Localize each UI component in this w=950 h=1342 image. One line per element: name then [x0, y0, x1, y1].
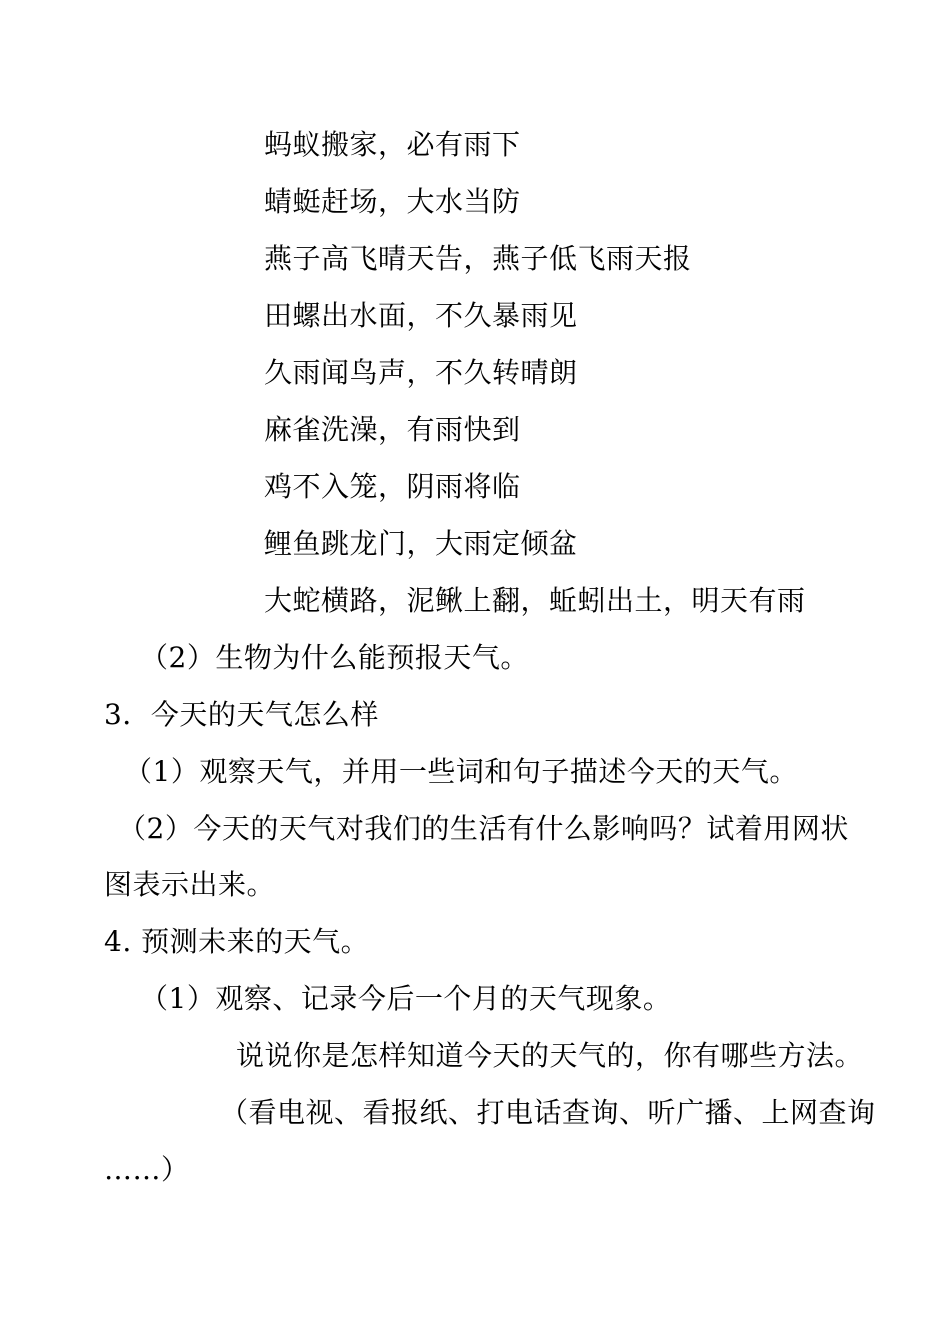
section-4-prompt: 说说你是怎样知道今天的天气的，你有哪些方法。	[236, 1039, 864, 1072]
proverb-line: 燕子高飞晴天告，燕子低飞雨天报	[264, 242, 692, 275]
question-why-organisms-predict-weather: （2）生物为什么能预报天气。	[140, 641, 529, 674]
proverb-line: 麻雀洗澡，有雨快到	[264, 413, 521, 446]
proverb-line: 鸡不入笼，阴雨将临	[264, 470, 521, 503]
section-3-question-2: （2）今天的天气对我们的生活有什么影响吗？试着用网状	[118, 812, 849, 845]
section-4-methods-continued: ……）	[104, 1153, 190, 1186]
proverb-line: 蚂蚁搬家，必有雨下	[264, 128, 521, 161]
proverb-line: 蜻蜓赶场，大水当防	[264, 185, 521, 218]
proverb-line: 鲤鱼跳龙门，大雨定倾盆	[264, 527, 578, 560]
proverb-line: 田螺出水面，不久暴雨见	[264, 299, 578, 332]
proverb-line: 大蛇横路，泥鳅上翻，蚯蚓出土，明天有雨	[264, 584, 806, 617]
section-3-question-1: （1）观察天气，并用一些词和句子描述今天的天气。	[124, 755, 798, 788]
section-3-question-2-continued: 图表示出来。	[104, 868, 276, 901]
section-4-methods: （看电视、看报纸、打电话查询、听广播、上网查询	[220, 1096, 876, 1129]
section-3-heading: 3．今天的天气怎么样	[104, 698, 379, 731]
section-4-question-1: （1）观察、记录今后一个月的天气现象。	[140, 982, 672, 1015]
proverb-line: 久雨闻鸟声，不久转晴朗	[264, 356, 578, 389]
section-4-heading: 4. 预测未来的天气。	[104, 925, 370, 958]
